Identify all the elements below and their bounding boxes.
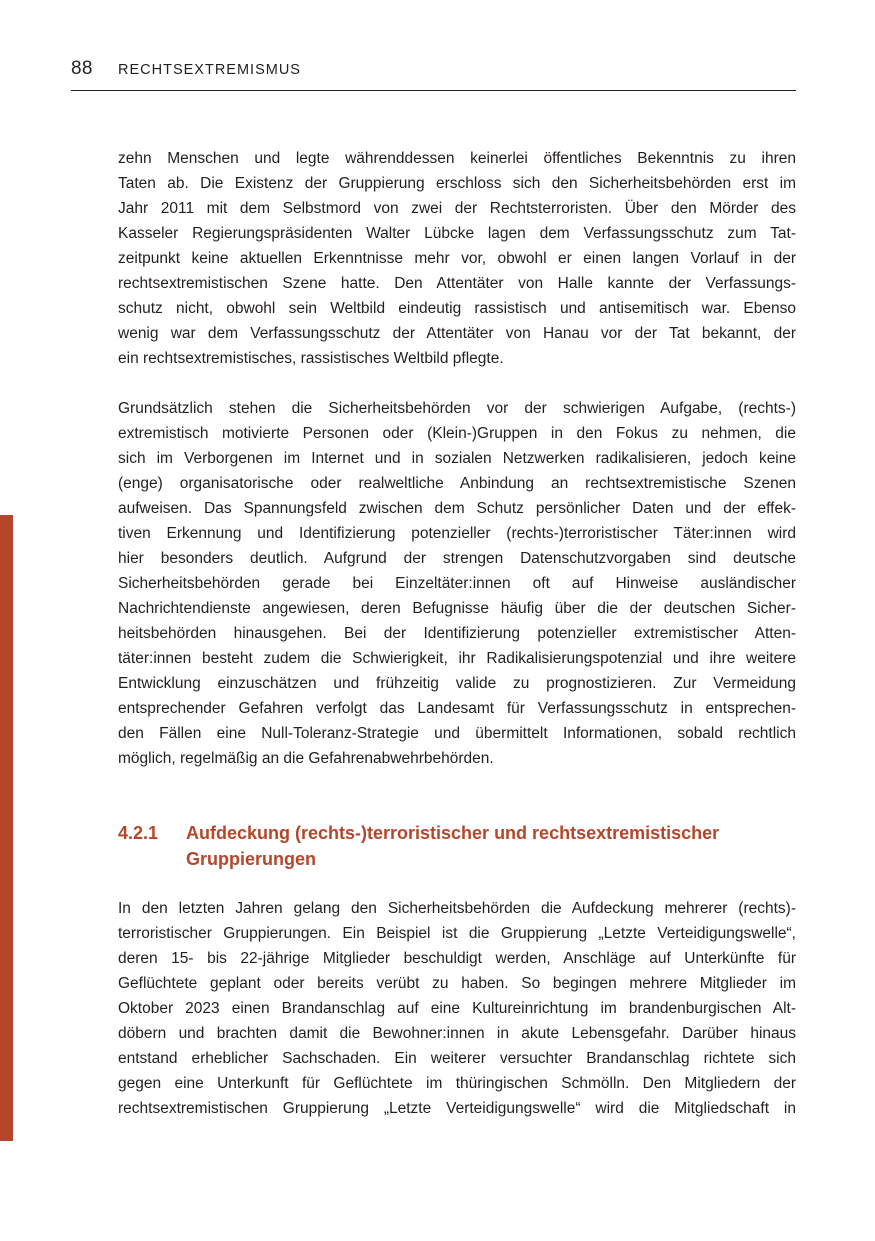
text-line: Entwicklung einzuschätzen und frühzeitig valide zu prognostizieren. Zur Vermeidung (118, 675, 796, 692)
page-header (71, 56, 796, 91)
text-line: rechtsextremistischen Gruppierung „Letzte Verteidigungswelle“ wird die Mitgliedschaft in (118, 1100, 796, 1117)
text-line: möglich, regelmäßig an die Gefahrenabwehrbehörden. (118, 750, 494, 767)
text-line: Taten ab. Die Existenz der Gruppierung erschloss sich den Sicherheitsbehörden erst im (118, 175, 796, 192)
body-paragraph-3 (118, 896, 796, 1121)
text-line: rechtsextremistischen Szene hatte. Den Attentäter von Halle kannte der Verfassungs- (118, 275, 796, 292)
text-line: tiven Erkennung und Identifizierung potenzieller (rechts-)terroristischer Täter:innen wird (118, 525, 796, 542)
text-line: entsprechender Gefahren verfolgt das Landesamt für Verfassungsschutz in entsprechen- (118, 700, 796, 717)
running-head: RECHTSEXTREMISMUS (118, 62, 301, 78)
text-line: Jahr 2011 mit dem Selbstmord von zwei der Rechtsterroristen. Über den Mörder des (118, 200, 796, 217)
section-title-line: Gruppierungen (186, 849, 316, 869)
text-line: gegen eine Unterkunft für Geflüchtete im thüringischen Schmölln. Den Mitgliedern der (118, 1075, 796, 1092)
body-paragraph-2 (118, 396, 796, 771)
text-line: Geflüchtete geplant oder bereits verübt zu haben. So begingen mehrere Mitglieder im (118, 975, 796, 992)
page-number: 88 (71, 58, 93, 79)
text-line: heitsbehörden hinausgehen. Bei der Identifizierung potenzieller extremistischer Atten- (118, 625, 796, 642)
chapter-marker-bar (0, 515, 13, 1141)
text-line: Kasseler Regierungspräsidenten Walter Lübcke lagen dem Verfassungsschutz zum Tat- (118, 225, 796, 242)
text-line: den Fällen eine Null-Toleranz-Strategie und übermittelt Informationen, sobald rechtlich (118, 725, 796, 742)
text-line: (enge) organisatorische oder realweltliche Anbindung an rechtsextremistische Szenen (118, 475, 796, 492)
text-line: zeitpunkt keine aktuellen Erkenntnisse mehr vor, obwohl er einen langen Vorlauf in der (118, 250, 796, 267)
text-line: döbern und brachten damit die Bewohner:innen in akute Lebensgefahr. Darüber hinaus (118, 1025, 796, 1042)
section-title-line: Aufdeckung (rechts-)terroristischer und rechtsextremistischer (186, 823, 720, 843)
text-line: zehn Menschen und legte währenddessen keinerlei öffentliches Bekenntnis zu ihren (118, 150, 796, 167)
text-line: In den letzten Jahren gelang den Sicherheitsbehörden die Aufdeckung mehrerer (rechts)- (118, 900, 796, 917)
text-line: Nachrichtendienste angewiesen, deren Befugnisse häufig über die der deutschen Sicher- (118, 600, 796, 617)
text-line: sich im Verborgenen im Internet und in sozialen Netzwerken radikalisieren, jedoch keine (118, 450, 796, 467)
text-line: schutz nicht, obwohl sein Weltbild eindeutig rassistisch und antisemitisch war. Ebenso (118, 300, 796, 317)
body-paragraph-1 (118, 146, 796, 371)
text-line: hier besonders deutlich. Aufgrund der strengen Datenschutzvorgaben sind deutsche (118, 550, 796, 567)
text-line: ein rechtsextremistisches, rassistisches Weltbild pflegte. (118, 350, 504, 367)
text-line: Grundsätzlich stehen die Sicherheitsbehörden vor der schwierigen Aufgabe, (rechts-) (118, 400, 796, 417)
text-line: täter:innen besteht zudem die Schwierigkeit, ihr Radikalisierungspotenzial und ihre weitere (118, 650, 796, 667)
text-line: wenig war dem Verfassungsschutz der Attentäter von Hanau vor der Tat bekannt, der (118, 325, 796, 342)
section-title (186, 820, 786, 872)
text-line: Sicherheitsbehörden gerade bei Einzeltäter:innen oft auf Hinweise ausländischer (118, 575, 796, 592)
text-line: aufweisen. Das Spannungsfeld zwischen dem Schutz persönlicher Daten und der effek- (118, 500, 796, 517)
text-line: terroristischer Gruppierungen. Ein Beispiel ist die Gruppierung „Letzte Verteidigungswelle“, (118, 925, 796, 942)
text-line: deren 15- bis 22-jährige Mitglieder beschuldigt werden, Anschläge auf Unterkünfte für (118, 950, 796, 967)
text-line: extremistisch motivierte Personen oder (Klein-)Gruppen in den Fokus zu nehmen, die (118, 425, 796, 442)
text-line: entstand erheblicher Sachschaden. Ein weiterer versuchter Brandanschlag richtete sich (118, 1050, 796, 1067)
section-number: 4.2.1 (118, 823, 159, 843)
text-line: Oktober 2023 einen Brandanschlag auf eine Kultureinrichtung im brandenburgischen Alt- (118, 1000, 796, 1017)
